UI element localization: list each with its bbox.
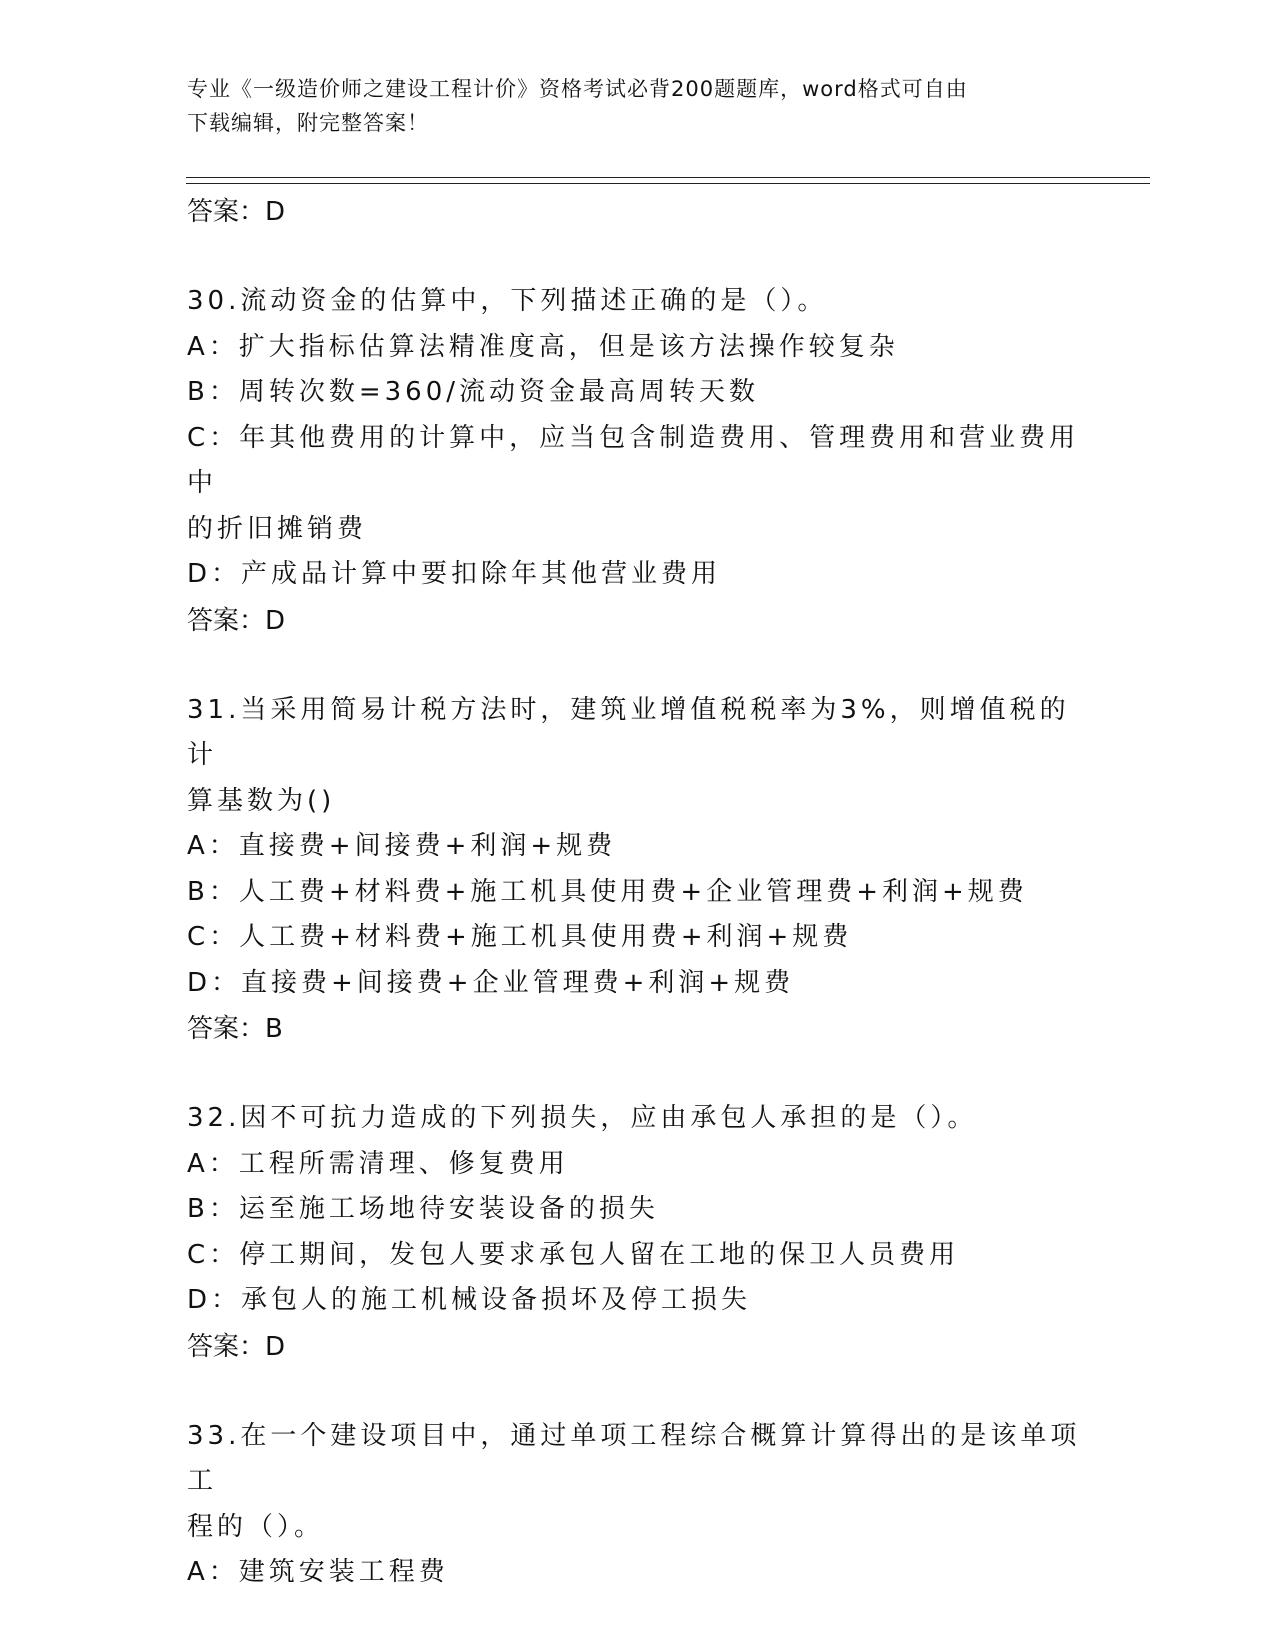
- question-30: [187, 279, 1087, 644]
- question-32: [187, 1096, 1087, 1370]
- option-a: A：工程所需清理、修复费用: [187, 1148, 569, 1179]
- question-text: 30.流动资金的估算中，下列描述正确的是（）。: [187, 286, 828, 316]
- answer-line: 答案：D: [187, 605, 286, 636]
- question-text: 31.当采用简易计税方法时，建筑业增值税税率为3%，则增值税的计: [187, 694, 1070, 770]
- option-a: A：建筑安装工程费: [187, 1557, 449, 1587]
- header-line-2: 下载编辑，附完整答案！: [187, 111, 429, 135]
- option-b: B：周转次数=360/流动资金最高周转天数: [187, 377, 760, 407]
- header-line-1: 专业《一级造价师之建设工程计价》资格考试必背200题题库，word格式可自由: [187, 77, 968, 101]
- option-a: A：直接费+间接费+利润+规费: [187, 831, 617, 861]
- question-text: 33.在一个建设项目中，通过单项工程综合概算计算得出的是该单项工: [187, 1420, 1081, 1496]
- answer-line: 答案：B: [187, 1014, 283, 1044]
- question-31: [187, 688, 1087, 1053]
- option-c: C：人工费+材料费+施工机具使用费+利润+规费: [187, 922, 853, 952]
- option-d: D：直接费+间接费+企业管理费+利润+规费: [187, 967, 795, 998]
- question-text: 32.因不可抗力造成的下列损失，应由承包人承担的是（）。: [187, 1103, 978, 1133]
- option-d: D：承包人的施工机械设备损坏及停工损失: [187, 1285, 752, 1315]
- question-text-continued: 程的（）。: [187, 1511, 325, 1542]
- document-header: [187, 72, 1087, 140]
- option-c-continued: 的折旧摊销费: [187, 513, 368, 544]
- question-list: [187, 189, 1087, 1596]
- question-text-continued: 算基数为(): [187, 785, 336, 816]
- option-b: B：运至施工场地待安装设备的损失: [187, 1194, 659, 1224]
- answer-line: 答案：D: [187, 197, 286, 227]
- option-d: D：产成品计算中要扣除年其他营业费用: [187, 559, 722, 589]
- option-c: C：停工期间，发包人要求承包人留在工地的保卫人员费用: [187, 1239, 960, 1270]
- option-c: C：年其他费用的计算中，应当包含制造费用、管理费用和营业费用中: [187, 422, 1080, 498]
- answer-line: 答案：D: [187, 1331, 286, 1362]
- header-divider-top: [186, 177, 1150, 178]
- question-33: [187, 1414, 1087, 1596]
- option-a: A：扩大指标估算法精准度高，但是该方法操作较复杂: [187, 331, 899, 362]
- option-b: B：人工费+材料费+施工机具使用费+企业管理费+利润+规费: [187, 876, 1028, 907]
- header-divider-bottom: [186, 183, 1150, 184]
